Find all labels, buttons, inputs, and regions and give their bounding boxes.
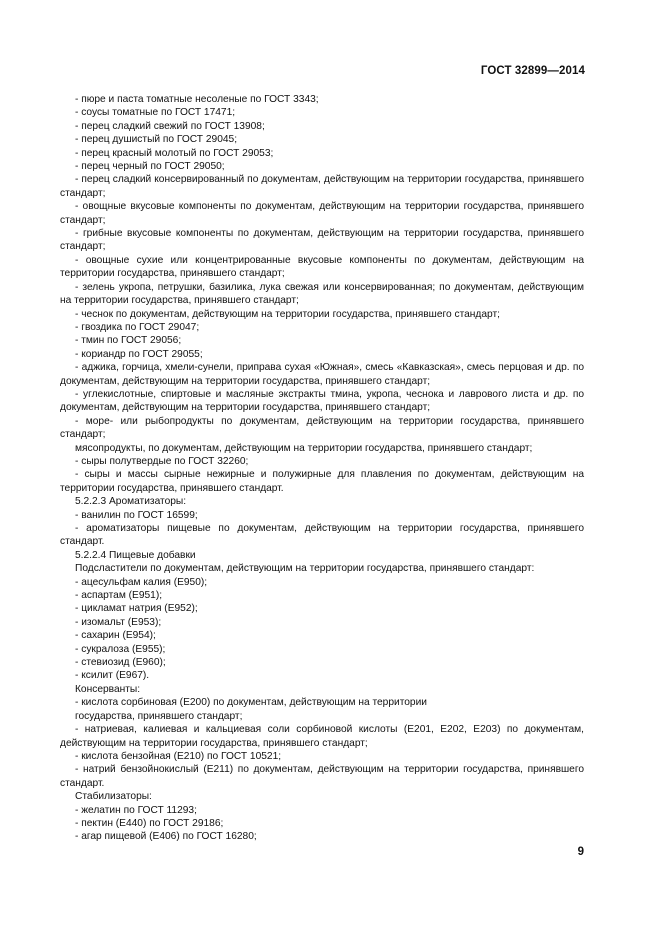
paragraph: - цикламат натрия (Е952); <box>75 603 198 615</box>
paragraph: - перец сладкий свежий по ГОСТ 13908; <box>75 120 265 132</box>
paragraph: - кориандр по ГОСТ 29055; <box>75 348 203 360</box>
paragraph: - пектин (Е440) по ГОСТ 29186; <box>75 817 224 829</box>
paragraph: - углекислотные, спиртовые и масляные экстракты тмина, укропа, чеснока и лаврового листа и др. по документам, действующим на территории государства, принявшего стандарт; <box>60 388 584 414</box>
paragraph: 5.2.2.4 Пищевые добавки <box>75 549 196 561</box>
paragraph: - море- или рыбопродукты по документам, действующим на территории государства, принявшего стандарт; <box>60 415 584 441</box>
paragraph: - соусы томатные по ГОСТ 17471; <box>75 107 236 119</box>
paragraph: государства, принявшего стандарт; <box>75 710 243 722</box>
paragraph: - сыры полутвердые по ГОСТ 32260; <box>75 455 249 467</box>
paragraph: - сукралоза (Е955); <box>75 643 166 655</box>
paragraph: - овощные вкусовые компоненты по документам, действующим на территории государства, принявшего стандарт; <box>60 201 584 226</box>
paragraph: - ароматизаторы пищевые по документам, действующим на территории государства, принявшего стандарт. <box>60 523 584 548</box>
paragraph: - кислота сорбиновая (Е200) по документам, действующим на территории <box>75 697 427 709</box>
page-number: 9 <box>577 846 584 858</box>
paragraph: - перец сладкий консервированный по документам, действующим на территории государства, принявшего стандарт; <box>60 174 584 199</box>
paragraph: мясопродукты, по документам, действующим на территории государства, принявшего стандарт; <box>75 442 533 454</box>
paragraph: - изомальт (Е953); <box>75 616 162 628</box>
paragraph: - ванилин по ГОСТ 16599; <box>75 509 198 521</box>
paragraph: - грибные вкусовые компоненты по документам, действующим на территории государства, принявшего стандарт; <box>60 228 584 253</box>
paragraph: - гвоздика по ГОСТ 29047; <box>75 321 200 333</box>
paragraph: - сахарин (Е954); <box>75 630 156 642</box>
paragraph: - кислота бензойная (Е210) по ГОСТ 10521; <box>75 750 282 762</box>
paragraph: - агар пищевой (Е406) по ГОСТ 16280; <box>75 831 257 843</box>
paragraph: - овощные сухие или концентрированные вкусовые компоненты по документам, действующим на территории государства, принявшего стандарт; <box>60 254 584 280</box>
paragraph: Стабилизаторы: <box>75 791 152 803</box>
paragraph: - ацесульфам калия (Е950); <box>75 576 208 588</box>
paragraph: - ксилит (Е967). <box>75 670 150 682</box>
paragraph: - перец душистый по ГОСТ 29045; <box>75 134 238 146</box>
paragraph: Подсластители по документам, действующим на территории государства, принявшего стандарт: <box>75 563 535 575</box>
document-id-header: ГОСТ 32899—2014 <box>480 65 585 77</box>
paragraph: - перец черный по ГОСТ 29050; <box>75 161 225 173</box>
paragraph: - зелень укропа, петрушки, базилика, лука свежая или консервированная; по документам, действующим на территории государства, принявшего стандарт; <box>60 281 584 307</box>
paragraph: - натриевая, калиевая и кальциевая соли сорбиновой кислоты (Е201, Е202, Е203) по документам, действующим на территории государства, принявшего стандарт; <box>60 724 584 749</box>
paragraph: - сыры и массы сырные нежирные и полужирные для плавления по документам, действующим на территории государства, принявшего стандарт. <box>60 469 584 494</box>
paragraph: - перец красный молотый по ГОСТ 29053; <box>75 147 274 159</box>
paragraph: Консерванты: <box>75 683 141 695</box>
paragraph: 5.2.2.3 Ароматизаторы: <box>75 496 187 508</box>
paragraph: - пюре и паста томатные несоленые по ГОСТ 3343; <box>75 94 319 105</box>
document-body <box>60 93 584 844</box>
paragraph: - чеснок по документам, действующим на территории государства, принявшего стандарт; <box>75 308 500 320</box>
paragraph: - тмин по ГОСТ 29056; <box>75 335 182 347</box>
paragraph: - стевиозид (Е960); <box>75 657 166 669</box>
paragraph: - желатин по ГОСТ 11293; <box>75 804 197 816</box>
paragraph: - аспартам (Е951); <box>75 590 163 602</box>
paragraph: - натрий бензойнокислый (Е211) по документам, действующим на территории государства, принявшего стандарт. <box>60 764 584 789</box>
paragraph: - аджика, горчица, хмели-сунели, приправа сухая «Южная», смесь «Кавказская», смесь перцовая и др. по документам, действующим на территории государства, принявшего стандарт; <box>60 362 584 387</box>
